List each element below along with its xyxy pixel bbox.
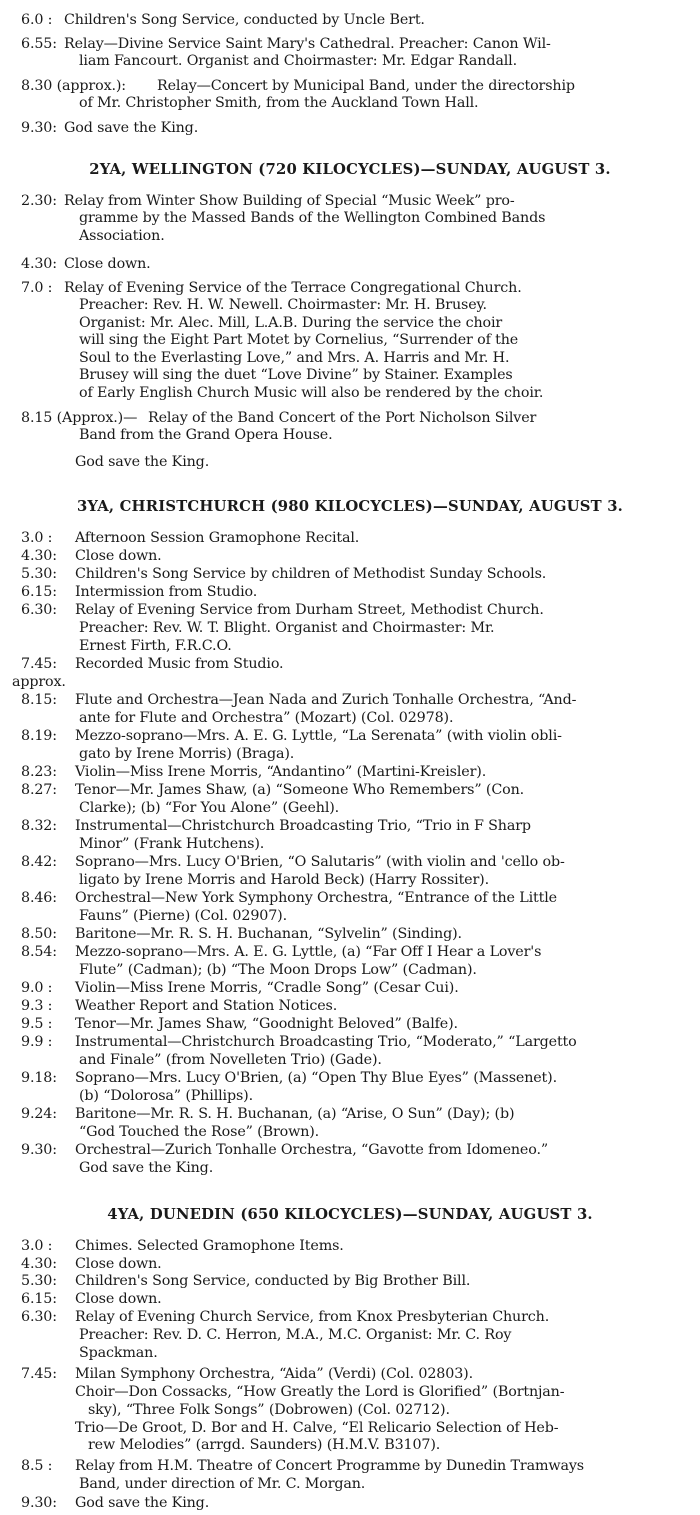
entry-time: 9.3 : xyxy=(21,998,53,1014)
entry-line: Tenor—Mr. James Shaw, (a) “Someone Who Remembers” (Con. xyxy=(75,782,525,798)
entry-line: Close down. xyxy=(75,1291,162,1307)
entry-line: Orchestral—Zurich Tonhalle Orchestra, “Gavotte from Idomeneo.” xyxy=(75,1142,549,1158)
entry-time: 7.45: xyxy=(21,656,57,672)
section-heading: 3YA, CHRISTCHURCH (980 KILOCYCLES)—SUNDAY, AUGUST 3. xyxy=(76,497,624,515)
entry-time: approx. xyxy=(12,674,66,690)
entry-time: 9.5 : xyxy=(21,1016,53,1032)
entry-line: God save the King. xyxy=(75,454,210,470)
entry-time: 9.30: xyxy=(21,1495,57,1511)
entry-line: Recorded Music from Studio. xyxy=(75,656,284,672)
entry-time: 8.54: xyxy=(21,944,57,960)
entry-time: 3.0 : xyxy=(21,1238,53,1254)
entry-time: 8.50: xyxy=(21,926,57,942)
entry-line: Relay—Divine Service Saint Mary's Cathedral. Preacher: Canon Wil- xyxy=(64,36,551,52)
entry-time: 6.30: xyxy=(21,1309,57,1325)
entry-time: 6.30: xyxy=(21,602,57,618)
section-heading: 4YA, DUNEDIN (650 KILOCYCLES)—SUNDAY, AUGUST 3. xyxy=(107,1205,593,1223)
entry-line: Relay of Evening Service from Durham Street, Methodist Church. xyxy=(75,602,544,618)
entry-line: Soprano—Mrs. Lucy O'Brien, “O Salutaris” (with violin and 'cello ob- xyxy=(75,854,565,870)
entry-time: 9.9 : xyxy=(21,1034,53,1050)
entry-line: of Mr. Christopher Smith, from the Auckland Town Hall. xyxy=(79,95,479,111)
entry-time: 9.0 : xyxy=(21,980,53,996)
entry-time: 8.15 (Approx.)— xyxy=(21,410,138,426)
entry-time: 8.30 (approx.): xyxy=(21,78,126,94)
entry-line: Instrumental—Christchurch Broadcasting Trio, “Trio in F Sharp xyxy=(75,818,531,834)
entry-line: Milan Symphony Orchestra, “Aida” (Verdi) (Col. 02803). xyxy=(75,1366,473,1382)
entry-time: 7.45: xyxy=(21,1366,57,1382)
entry-line: Relay of the Band Concert of the Port Nicholson Silver xyxy=(148,410,537,426)
entry-line: Relay from Winter Show Building of Special “Music Week” pro- xyxy=(64,193,515,209)
entry-line: gramme by the Massed Bands of the Wellington Combined Bands xyxy=(79,210,546,226)
entry-time: 8.46: xyxy=(21,890,57,906)
entry-line: Flute and Orchestra—Jean Nada and Zurich Tonhalle Orchestra, “And- xyxy=(75,692,577,708)
entry-time: 9.24: xyxy=(21,1106,57,1122)
entry-line: Flute” (Cadman); (b) “The Moon Drops Low” (Cadman). xyxy=(79,962,477,978)
entry-line: Organist: Mr. Alec. Mill, L.A.B. During the service the choir xyxy=(79,315,503,331)
entry-time: 3.0 : xyxy=(21,530,53,546)
entry-line: Trio—De Groot, D. Bor and H. Calve, “El Relicario Selection of Heb- xyxy=(75,1420,559,1436)
entry-line: Relay—Concert by Municipal Band, under the directorship xyxy=(157,78,575,94)
entry-line: Children's Song Service by children of Methodist Sunday Schools. xyxy=(75,566,547,582)
entry-line: and Finale” (from Novelleten Trio) (Gade). xyxy=(79,1052,382,1068)
entry-line: God save the King. xyxy=(64,120,199,136)
entry-time: 4.30: xyxy=(21,1256,57,1272)
entry-time: 8.5 : xyxy=(21,1458,53,1474)
entry-line: Children's Song Service, conducted by Big Brother Bill. xyxy=(75,1273,471,1289)
entry-line: Close down. xyxy=(64,256,151,272)
entry-line: (b) “Dolorosa” (Phillips). xyxy=(79,1088,253,1104)
entry-line: Violin—Miss Irene Morris, “Andantino” (Martini-Kreisler). xyxy=(75,764,487,780)
entry-time: 8.19: xyxy=(21,728,57,744)
entry-line: ante for Flute and Orchestra” (Mozart) (Col. 02978). xyxy=(79,710,454,726)
entry-time: 9.18: xyxy=(21,1070,57,1086)
entry-line: Relay of Evening Service of the Terrace Congregational Church. xyxy=(64,280,522,296)
entry-line: Band, under direction of Mr. C. Morgan. xyxy=(79,1476,366,1492)
entry-line: Mezzo-soprano—Mrs. A. E. G. Lyttle, (a) “Far Off I Hear a Lover's xyxy=(75,944,542,960)
entry-line: Children's Song Service, conducted by Uncle Bert. xyxy=(64,12,425,28)
entry-time: 4.30: xyxy=(21,256,57,272)
entry-time: 7.0 : xyxy=(21,280,53,296)
entry-time: 5.30: xyxy=(21,566,57,582)
entry-line: Orchestral—New York Symphony Orchestra, “Entrance of the Little xyxy=(75,890,557,906)
entry-line: Relay of Evening Church Service, from Knox Presbyterian Church. xyxy=(75,1309,550,1325)
entry-time: 6.0 : xyxy=(21,12,53,28)
entry-line: Minor” (Frank Hutchens). xyxy=(79,836,265,852)
entry-line: Close down. xyxy=(75,1256,162,1272)
entry-line: Baritone—Mr. R. S. H. Buchanan, (a) “Arise, O Sun” (Day); (b) xyxy=(75,1106,515,1122)
entry-time: 4.30: xyxy=(21,548,57,564)
entry-line: will sing the Eight Part Motet by Cornelius, “Surrender of the xyxy=(79,332,519,348)
entry-line: “God Touched the Rose” (Brown). xyxy=(79,1124,320,1140)
entry-line: Association. xyxy=(79,228,165,244)
entry-line: ligato by Irene Morris and Harold Beck) (Harry Rossiter). xyxy=(79,872,489,888)
entry-line: Soul to the Everlasting Love,” and Mrs. A. Harris and Mr. H. xyxy=(79,350,510,366)
entry-time: 6.15: xyxy=(21,584,57,600)
entry-line: rew Melodies” (arrgd. Saunders) (H.M.V. B3107). xyxy=(88,1437,441,1453)
entry-time: 8.32: xyxy=(21,818,57,834)
entry-time: 8.42: xyxy=(21,854,57,870)
entry-line: Preacher: Rev. H. W. Newell. Choirmaster: Mr. H. Brusey. xyxy=(79,297,487,313)
entry-line: Ernest Firth, F.R.C.O. xyxy=(79,638,232,654)
entry-time: 6.15: xyxy=(21,1291,57,1307)
entry-line: Instrumental—Christchurch Broadcasting Trio, “Moderato,” “Largetto xyxy=(75,1034,577,1050)
entry-line: Preacher: Rev. W. T. Blight. Organist and Choirmaster: Mr. xyxy=(79,620,495,636)
entry-line: Brusey will sing the duet “Love Divine” by Stainer. Examples xyxy=(79,367,513,383)
entry-line: Relay from H.M. Theatre of Concert Programme by Dunedin Tramways xyxy=(75,1458,584,1474)
entry-time: 9.30: xyxy=(21,1142,57,1158)
entry-line: Baritone—Mr. R. S. H. Buchanan, “Sylvelin” (Sinding). xyxy=(75,926,462,942)
entry-line: Preacher: Rev. D. C. Herron, M.A., M.C. Organist: Mr. C. Roy xyxy=(79,1327,512,1343)
entry-time: 9.30: xyxy=(21,120,57,136)
entry-line: Violin—Miss Irene Morris, “Cradle Song” (Cesar Cui). xyxy=(75,980,459,996)
entry-line: Choir—Don Cossacks, “How Greatly the Lord is Glorified” (Bortnjan- xyxy=(75,1384,565,1400)
entry-time: 8.27: xyxy=(21,782,57,798)
entry-time: 8.15: xyxy=(21,692,57,708)
entry-line: Mezzo-soprano—Mrs. A. E. G. Lyttle, “La Serenata” (with violin obli- xyxy=(75,728,562,744)
entry-time: 2.30: xyxy=(21,193,57,209)
entry-line: God save the King. xyxy=(75,1495,210,1511)
entry-line: Fauns” (Pierne) (Col. 02907). xyxy=(79,908,287,924)
entry-line: Soprano—Mrs. Lucy O'Brien, (a) “Open Thy Blue Eyes” (Massenet). xyxy=(75,1070,557,1086)
entry-time: 6.55: xyxy=(21,36,57,52)
entry-time: 5.30: xyxy=(21,1273,57,1289)
entry-line: God save the King. xyxy=(79,1160,214,1176)
entry-time: 8.23: xyxy=(21,764,57,780)
entry-line: sky), “Three Folk Songs” (Dobrowen) (Col. 02712). xyxy=(88,1402,450,1418)
entry-line: Clarke); (b) “For You Alone” (Geehl). xyxy=(79,800,340,816)
entry-line: gato by Irene Morris) (Braga). xyxy=(79,746,295,762)
entry-line: Close down. xyxy=(75,548,162,564)
entry-line: Weather Report and Station Notices. xyxy=(75,998,338,1014)
entry-line: Intermission from Studio. xyxy=(75,584,258,600)
entry-line: liam Fancourt. Organist and Choirmaster: Mr. Edgar Randall. xyxy=(79,53,517,69)
entry-line: of Early English Church Music will also be rendered by the choir. xyxy=(79,385,544,401)
section-heading: 2YA, WELLINGTON (720 KILOCYCLES)—SUNDAY, AUGUST 3. xyxy=(89,160,611,178)
entry-line: Afternoon Session Gramophone Recital. xyxy=(75,530,360,546)
entry-line: Spackman. xyxy=(79,1345,158,1361)
entry-line: Chimes. Selected Gramophone Items. xyxy=(75,1238,344,1254)
entry-line: Band from the Grand Opera House. xyxy=(79,427,333,443)
entry-line: Tenor—Mr. James Shaw, “Goodnight Beloved” (Balfe). xyxy=(75,1016,458,1032)
